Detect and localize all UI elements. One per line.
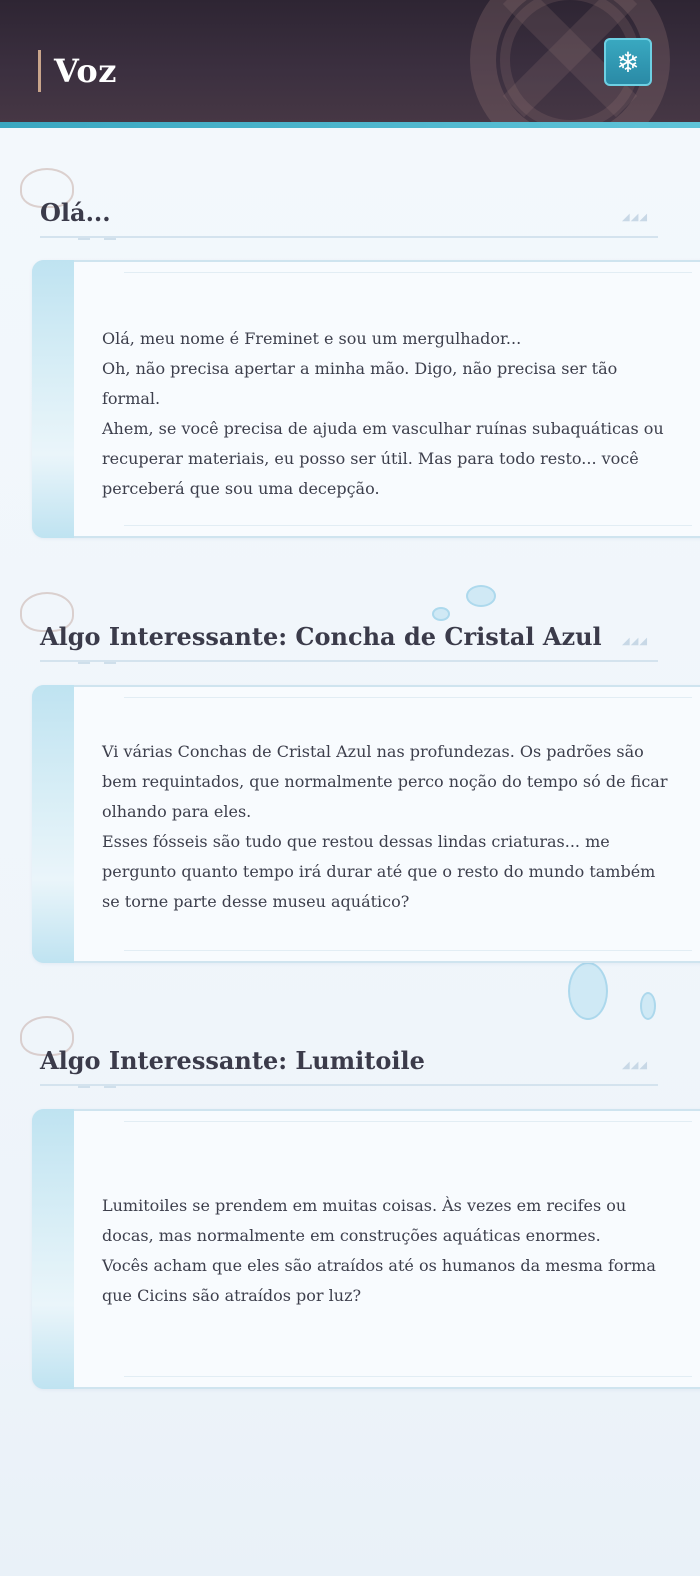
snowflake-icon: ❄: [616, 45, 640, 79]
title-accent-bar: [38, 50, 41, 92]
card-side-decoration: [32, 685, 74, 963]
card-bottom-line: [124, 525, 692, 526]
voice-card: [32, 260, 700, 538]
card-top-line: [124, 697, 692, 698]
triangle-ornament-icon: ◢◢◢: [622, 636, 649, 647]
section-underline: [40, 236, 658, 238]
voice-text: Olá, meu nome é Freminet e sou um mergulhador... Oh, não precisa apertar a minha mão. Digo, não precisa ser tão formal. Ahem, se você precisa de ajuda em vasculhar ruínas subaquáticas ou recuperar materiais, eu posso ser útil. Mas para todo resto... você perceberá que sou uma decepção.: [102, 329, 664, 498]
card-top-line: [124, 272, 692, 273]
underline-dash: [104, 238, 116, 240]
card-body: [74, 687, 700, 961]
card-side-decoration: [32, 1109, 74, 1389]
voice-text: Lumitoiles se prendem em muitas coisas. Às vezes em recifes ou docas, mas normalmente em construções aquáticas enormes. Vocês acham que eles são atraídos até os humanos da mesma forma que Cicins são atraídos por luz?: [102, 1196, 656, 1305]
header: [0, 0, 700, 122]
card-body: [74, 1111, 700, 1387]
voice-text: Vi várias Conchas de Cristal Azul nas profundezas. Os padrões são bem requintados, que normalmente perco noção do tempo só de ficar olhando para eles. Esses fósseis são tudo que restou dessas lindas criaturas... me pergunto quanto tempo irá durar até que o resto do mundo também se torne parte desse museu aquático?: [102, 742, 668, 911]
underline-dash: [78, 238, 90, 240]
card-bottom-line: [124, 950, 692, 951]
section-title: Algo Interessante: Concha de Cristal Azul: [40, 622, 602, 651]
underline-dash: [104, 662, 116, 664]
underline-dash: [78, 1086, 90, 1088]
bubble-decoration: [640, 992, 656, 1020]
voice-card: [32, 685, 700, 963]
cryo-element-badge[interactable]: [604, 38, 652, 86]
section-title: Olá...: [40, 198, 111, 227]
bubble-decoration: [432, 607, 450, 621]
bubble-decoration: [466, 585, 496, 607]
card-bottom-line: [124, 1376, 692, 1377]
section-underline: [40, 1084, 658, 1086]
card-body: [74, 262, 700, 536]
card-side-decoration: [32, 260, 74, 538]
card-top-line: [124, 1121, 692, 1122]
bubble-decoration: [568, 962, 608, 1020]
triangle-ornament-icon: ◢◢◢: [622, 212, 649, 223]
underline-dash: [104, 1086, 116, 1088]
section-underline: [40, 660, 658, 662]
underline-dash: [78, 662, 90, 664]
section-title: Algo Interessante: Lumitoile: [40, 1046, 425, 1075]
voice-card: [32, 1109, 700, 1389]
triangle-ornament-icon: ◢◢◢: [622, 1060, 649, 1071]
page-title: Voz: [54, 52, 117, 90]
